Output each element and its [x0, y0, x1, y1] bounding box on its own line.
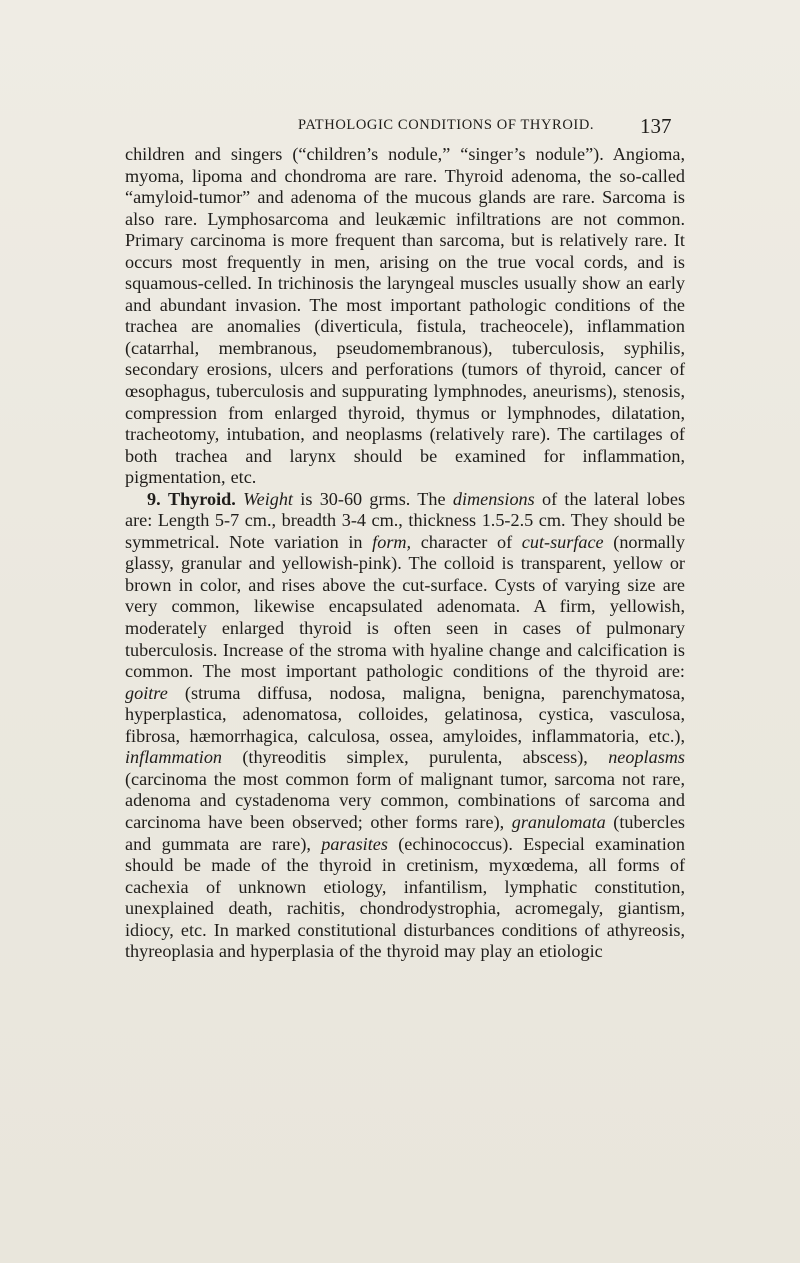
paragraph-thyroid	[125, 489, 685, 963]
section-heading: Thyroid.	[167, 488, 236, 509]
paragraph-larynx-trachea: children and singers (“children’s nodule,” “singer’s nodule”). Angioma, myoma, lipoma and chondroma are rare. Thyroid adenoma, the so-called “amyloid-tumor” and adenoma of the mucous glands are rare. Sarcoma is also rare. Lymphosarcoma and leukæmic infiltrations are not common. Primary carcinoma is more frequent than sarcoma, but is relatively rare. It occurs most frequently in men, arising on the true vocal cords, and is squamous-celled. In trichinosis the laryngeal muscles usually show an early and abundant invasion. The most important pathologic conditions of the trachea are anomalies (diverticula, fistula, tracheocele), inflammation (catarrhal, membranous, pseudomembranous), tuberculosis, syphilis, secondary erosions, ulcers and perforations (tumors of thyroid, cancer of œsophagus, tuberculosis and suppurating lymphnodes, aneurisms), stenosis, compression from enlarged thyroid, thymus or lymphnodes, dilatation, tracheotomy, intubation, and neoplasms (relatively rare). The cartilages of both trachea and larynx should be examined for inflammation, pigmentation, etc.	[125, 144, 685, 488]
running-title: PATHOLOGIC CONDITIONS OF THYROID.	[298, 117, 595, 133]
weight-text: is 30-60 grms. The	[293, 488, 453, 509]
goitre-text: (struma diffusa, nodosa, maligna, benigna, parenchymatosa, hyperplastica, adenomatosa, colloides, gelatinosa, cystica, vasculosa, fibrosa, hæmorrhagica, calculosa, ossea, amyloides, inflammatoria, etc.),	[125, 682, 685, 746]
form-text: character of	[411, 531, 522, 552]
term-goitre: goitre	[125, 682, 168, 703]
body-text	[125, 144, 685, 963]
dimensions-text: of the lateral lobes are: Length 5-7 cm., breadth 3-4 cm., thickness 1.5-2.5 cm. They should be symmetrical. Note variation in	[125, 488, 686, 552]
section-number: 9.	[147, 488, 161, 509]
term-granulomata: granulomata	[511, 811, 606, 832]
neoplasms-text: (carcinoma the most common form of malignant tumor, sarcoma not rare, adenoma and cystadenoma very common, combinations of sarcoma and carcinoma have been observed; other forms rare),	[125, 768, 685, 832]
term-form: form,	[372, 531, 412, 552]
term-dimensions: dimensions	[452, 488, 535, 509]
term-weight: Weight	[243, 488, 293, 509]
granulomata-text: (tubercles and gummata are rare),	[125, 811, 685, 854]
cut-surface-text: (normally glassy, granular and yellowish-pink). The colloid is transparent, yellow or brown in color, and rises above the cut-surface. Cysts of varying size are very common, likewise encapsulated adenomata. A firm, yellowish, moderately enlarged thyroid is often seen in cases of pulmonary tuberculosis. Increase of the stroma with hyaline change and calcification is common. The most important pathologic conditions of the thyroid are:	[125, 531, 685, 682]
term-parasites: parasites	[321, 833, 388, 854]
term-inflammation: inflammation	[125, 747, 223, 768]
parasites-text: (echinococcus). Especial examination should be made of the thyroid in cretinism, myxœdema, all forms of cachexia of unknown etiology, infantilism, lymphatic constitution, unexplained death, rachitis, chondrodystrophia, acromegaly, giantism, idiocy, etc. In marked constitutional disturbances conditions of athyreosis, thyreoplasia and hyperplasia of the thyroid may play an etiologic	[125, 833, 685, 962]
term-cut-surface: cut-surface	[521, 531, 604, 552]
inflammation-text: (thyreoditis simplex, purulenta, abscess),	[222, 747, 609, 768]
running-head	[0, 114, 800, 139]
page-number: 137	[640, 114, 672, 138]
term-neoplasms: neoplasms	[608, 747, 685, 768]
